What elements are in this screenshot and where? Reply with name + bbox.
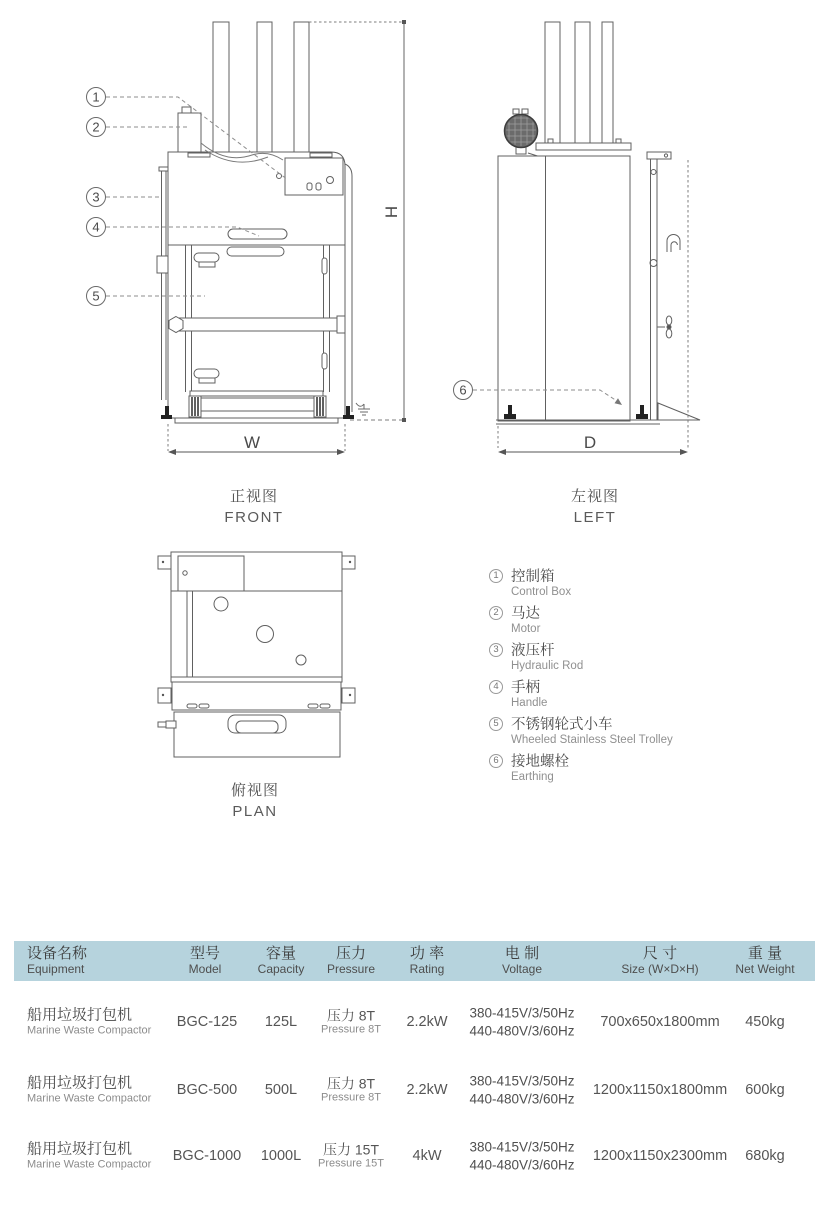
equipment-zh: 船用垃圾打包机 [27,1140,133,1158]
cell-equipment [27,1141,151,1172]
plan-control-box [178,556,244,591]
voltage-line-1: 380-415V/3/50Hz [469,1139,575,1155]
table-header [14,941,815,981]
legend-number: 5 [489,717,503,731]
trolley-front [175,391,338,423]
table-row [0,1130,830,1182]
plan-body [171,552,342,682]
handle-slot [228,229,287,239]
col-header-weight [735,945,794,976]
ramp-wedge [658,403,700,420]
cell-size: 700x650x1800mm [600,1014,720,1030]
col-header-en: Size (W×D×H) [621,962,699,976]
col-header-zh: 型号 [189,945,220,962]
legend-number: 3 [489,643,503,657]
pressure-zh: 压力 8T [326,1007,376,1024]
legend-en: Wheeled Stainless Steel Trolley [511,734,673,746]
legend-en: Motor [511,623,541,635]
cell-model: BGC-125 [176,1014,238,1030]
cell-voltage [469,1005,574,1040]
cell-size: 1200x1150x2300mm [592,1148,728,1164]
col-header-capacity [258,945,305,976]
callout-number-5: 5 [92,288,100,304]
cell-weight: 450kg [745,1014,785,1030]
voltage-line-2: 440-480V/3/60Hz [469,1157,575,1172]
legend-item-trolley [489,714,673,747]
col-header-zh: 尺 寸 [642,945,678,962]
col-header-zh: 容量 [265,945,296,962]
col-header-zh: 重 量 [747,945,783,962]
equipment-zh: 船用垃圾打包机 [27,1074,133,1092]
col-header-size [621,945,698,976]
col-header-en: Rating [409,962,445,976]
legend-item-handle [489,677,673,710]
dim-d-label: D [583,433,597,452]
cell-pressure [318,1142,384,1171]
col-header-en: Equipment [27,962,85,976]
legend-zh: 手柄 [511,680,540,696]
handle-slot [227,247,284,256]
cell-weight: 600kg [745,1082,785,1098]
cell-capacity: 500L [264,1082,298,1098]
col-header-zh: 电 制 [504,945,540,962]
dim-h-label: H [382,205,401,219]
pressure-en: Pressure 8T [321,1091,381,1104]
table-row [0,1064,830,1116]
legend-number: 1 [489,569,503,583]
legend-item-control-box [489,566,673,599]
wing-nut [657,316,672,338]
col-header-zh: 功 率 [409,945,445,962]
cell-weight: 680kg [745,1148,785,1164]
voltage-line-1: 380-415V/3/50Hz [469,1073,575,1089]
legend-en: Hydraulic Rod [511,660,584,672]
plan-view-label [185,782,325,820]
dim-w-label: W [243,433,261,452]
legend-zh: 不锈钢轮式小车 [511,717,613,733]
rail-hook [671,242,677,252]
legend-item-hydraulic-rod [489,640,673,673]
col-header-en: Model [188,962,222,976]
cell-model: BGC-500 [176,1082,238,1098]
left-view-label-zh: 左视图 [570,488,619,505]
col-header-en: Voltage [501,962,543,976]
legend-zh: 马达 [511,606,540,622]
left-view-label [525,488,665,526]
equipment-en: Marine Waste Compactor [27,1024,152,1037]
cell-voltage [469,1139,574,1174]
plan-latch [158,722,166,727]
callout-number-3: 3 [92,189,100,205]
legend-en: Earthing [511,771,554,783]
legend-en: Control Box [511,586,572,598]
pressure-en: Pressure 15T [317,1157,385,1170]
legend-number: 2 [489,606,503,620]
callout-number-1: 1 [92,89,100,105]
front-view-label [184,488,324,526]
parts-legend [489,566,673,788]
pressure-en: Pressure 8T [321,1023,381,1036]
plan-lower-section [158,682,341,757]
col-header-en: Capacity [257,962,305,976]
cell-equipment [27,1007,151,1038]
left-view-label-en: LEFT [573,509,617,526]
rail-hook [667,235,680,253]
earthing-symbol-icon [356,403,370,415]
legend-number: 6 [489,754,503,768]
plan-view-drawing [128,545,403,780]
col-header-zh: 压力 [335,945,366,962]
motor-front [178,107,201,152]
cell-rating: 4kW [412,1148,442,1164]
voltage-line-2: 440-480V/3/60Hz [469,1091,575,1106]
col-header-en: Pressure [326,962,376,976]
front-view-drawing [55,8,425,470]
front-view-label-zh: 正视图 [229,488,278,505]
plan-latch [166,721,176,728]
cell-size: 1200x1150x1800mm [592,1082,728,1098]
col-header-en: Net Weight [735,962,795,976]
callout-number-2: 2 [92,119,100,135]
side-rail-front [157,167,168,400]
cell-equipment [27,1075,151,1106]
callout-number-6: 6 [459,382,467,398]
cell-model: BGC-1000 [172,1148,242,1164]
wheel [314,396,326,417]
legend-zh: 控制箱 [511,569,555,585]
col-header-zh: 设备名称 [27,945,88,962]
col-header-rating [410,945,445,976]
cell-capacity: 125L [264,1014,298,1030]
legend-item-earthing [489,751,673,784]
col-header-voltage [502,945,542,976]
cross-bar [169,316,345,333]
side-rail-left [647,152,680,420]
equipment-en: Marine Waste Compactor [27,1092,152,1105]
plan-handle [228,715,286,733]
front-view-label-en: FRONT [224,509,284,526]
legend-zh: 接地螺栓 [511,754,569,770]
col-header-pressure [327,945,375,976]
col-header-equipment [27,945,87,976]
equipment-en: Marine Waste Compactor [27,1158,152,1171]
cell-rating: 2.2kW [406,1014,448,1030]
legend-number: 4 [489,680,503,694]
plan-view-label-en: PLAN [232,803,278,820]
plan-view-label-zh: 俯视图 [230,782,279,799]
cell-capacity: 1000L [260,1148,302,1164]
voltage-line-2: 440-480V/3/60Hz [469,1023,575,1038]
motor-left [505,109,548,159]
left-view-drawing [438,8,713,470]
hydraulic-rods-left [545,22,613,144]
table-row [0,996,830,1048]
cell-pressure [321,1008,381,1037]
legend-zh: 液压杆 [511,643,555,659]
control-box [285,158,343,195]
callout-number-4: 4 [92,219,100,235]
pressure-zh: 压力 8T [326,1075,376,1092]
legend-en: Handle [511,697,548,709]
machine-body-left [498,156,630,421]
cell-pressure [321,1076,381,1105]
wheel [189,396,201,417]
legend-item-motor [489,603,673,636]
cell-voltage [469,1073,574,1108]
col-header-model [189,945,222,976]
pressure-zh: 压力 15T [322,1141,379,1158]
equipment-zh: 船用垃圾打包机 [27,1006,133,1024]
cell-rating: 2.2kW [406,1082,448,1098]
voltage-line-1: 380-415V/3/50Hz [469,1005,575,1021]
